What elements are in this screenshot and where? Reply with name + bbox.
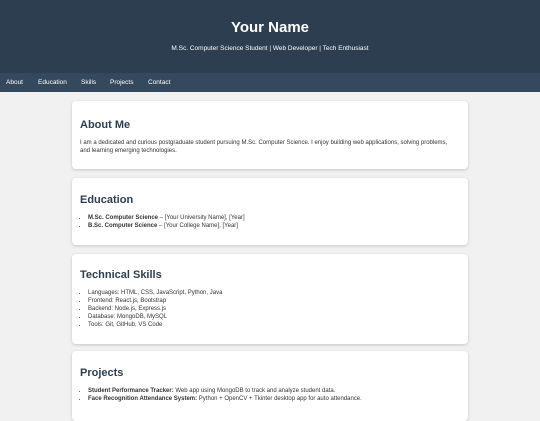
projects-heading: Projects: [80, 367, 124, 379]
header-tagline: M.Sc. Computer Science Student | Web Developer | Tech Enthusiast: [171, 45, 369, 52]
education-degree: B.Sc. Computer Science: [88, 223, 158, 229]
nav-item-about[interactable]: About: [6, 79, 23, 86]
nav-item-skills[interactable]: Skills: [81, 79, 97, 86]
education-detail: – [Your University Name], [Year]: [158, 215, 245, 221]
nav-item-contact[interactable]: Contact: [148, 79, 171, 86]
project-name: Student Performance Tracker:: [88, 388, 174, 394]
list-item: [88, 395, 456, 403]
top-nav: [0, 73, 540, 92]
nav-item-education[interactable]: Education: [38, 79, 67, 86]
skills-heading: Technical Skills: [80, 269, 162, 281]
nav-item-projects[interactable]: Projects: [110, 79, 134, 86]
project-name: Face Recognition Attendance System:: [88, 396, 198, 402]
about-heading: About Me: [80, 119, 131, 131]
list-item: [88, 222, 456, 230]
list-item: [88, 387, 456, 395]
education-section: [72, 178, 468, 245]
list-item: • Languages: HTML, CSS, JavaScript, Python, Java: [88, 289, 456, 297]
projects-list: [88, 387, 456, 403]
list-item: • Backend: Node.js, Express.js: [88, 305, 456, 313]
education-detail: – [Your College Name], [Year]: [157, 223, 238, 229]
list-item: • Database: MongoDB, MySQL: [88, 313, 456, 321]
list-item: [88, 214, 456, 222]
education-heading: Education: [80, 194, 134, 206]
list-item: • Frontend: React.js, Bootstrap: [88, 297, 456, 305]
skills-list: [88, 289, 456, 329]
projects-section: [72, 351, 468, 421]
education-degree: M.Sc. Computer Science: [88, 215, 159, 221]
education-list: [88, 214, 456, 230]
about-text: I am a dedicated and curious postgraduate student pursuing M.Sc. Computer Science. I enjoy building web applications, solving problems, and learning emerging technologies.: [80, 140, 448, 154]
project-detail: Python + OpenCV + Tkinter desktop app for auto attendance.: [197, 396, 362, 402]
skills-section: [72, 254, 468, 344]
list-item: • Tools: Git, GitHub, VS Code: [88, 321, 456, 329]
project-detail: Web app using MongoDB to track and analyze student data.: [173, 388, 336, 394]
about-section: [72, 101, 468, 169]
page-title: Your Name: [230, 19, 310, 36]
page-header: [0, 0, 540, 73]
